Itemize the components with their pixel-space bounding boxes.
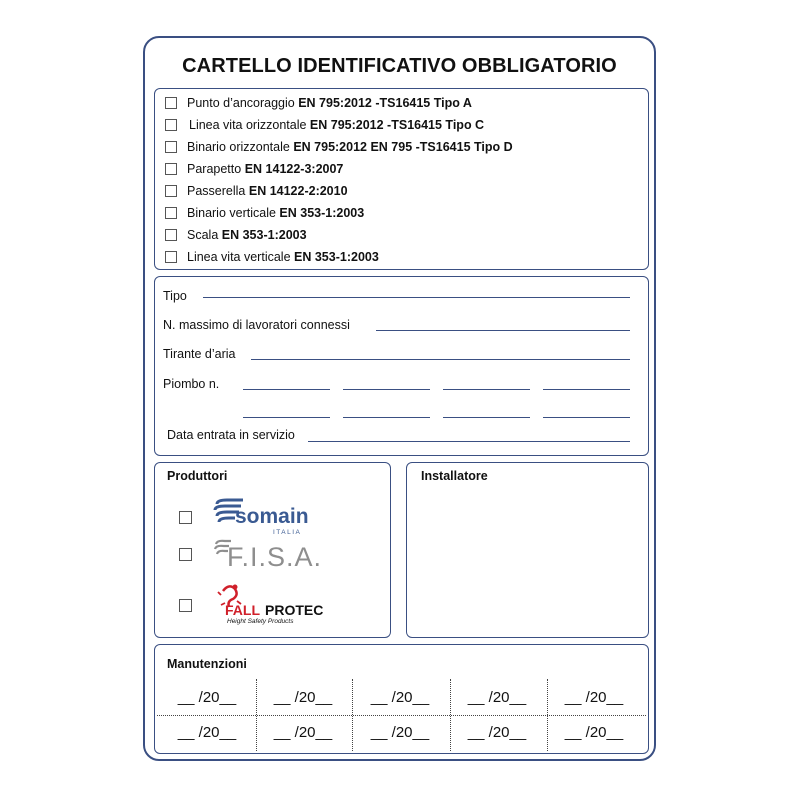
checkbox[interactable]: [165, 207, 177, 219]
maintenance-date-cell[interactable]: __ /20__: [177, 724, 237, 741]
piombo-line-3[interactable]: [443, 389, 530, 390]
maintenance-date-cell[interactable]: __ /20__: [177, 689, 237, 706]
device-row-anchor-point[interactable]: [165, 93, 472, 113]
somain-logo: [213, 496, 339, 538]
piombo-line-7[interactable]: [443, 417, 530, 418]
device-row-vertical-rail[interactable]: [165, 203, 364, 223]
device-row-horizontal-lifeline[interactable]: [165, 115, 484, 135]
maintenance-panel: [154, 644, 649, 754]
maintenance-date-cell[interactable]: __ /20__: [370, 724, 430, 741]
somain-subtitle: ITALIA: [273, 529, 302, 536]
maintenance-date-cell[interactable]: __ /20__: [467, 724, 527, 741]
tirante-line[interactable]: [251, 359, 630, 360]
device-norm: EN 353-1:2003: [221, 228, 307, 242]
device-label: Passerella: [187, 184, 246, 198]
maintenance-date-cell[interactable]: __ /20__: [370, 689, 430, 706]
fallprotec-wordmark-b: PROTEC: [265, 602, 324, 618]
installer-panel[interactable]: [406, 462, 649, 638]
device-label: Linea vita verticale: [187, 250, 291, 264]
device-row-parapet[interactable]: [165, 159, 343, 179]
device-label: Scala: [187, 228, 219, 242]
field-label-lavoratori: N. massimo di lavoratori connessi: [163, 318, 350, 332]
sign-title: CARTELLO IDENTIFICATIVO OBBLIGATORIO: [182, 55, 617, 77]
device-row-horizontal-rail[interactable]: [165, 137, 513, 157]
device-norm: EN 353-1:2003: [294, 250, 379, 264]
device-checklist-panel: [154, 88, 649, 270]
device-norm: EN 353-1:2003: [279, 206, 365, 220]
checkbox[interactable]: [165, 141, 177, 153]
checkbox[interactable]: [165, 119, 177, 131]
device-label: Parapetto: [187, 162, 242, 176]
checkbox[interactable]: [165, 163, 177, 175]
checkbox[interactable]: [165, 97, 177, 109]
device-row-walkway[interactable]: [165, 181, 348, 201]
producers-panel: [154, 462, 391, 638]
data-line[interactable]: [308, 441, 630, 442]
fallprotec-subtitle: Height Safety Products: [227, 618, 294, 625]
piombo-line-1[interactable]: [243, 389, 330, 390]
device-row-vertical-lifeline[interactable]: [165, 247, 379, 267]
device-label: Linea vita orizzontale: [189, 118, 307, 132]
device-label: Binario verticale: [187, 206, 276, 220]
piombo-line-4[interactable]: [543, 389, 630, 390]
device-norm: EN 795:2012 -TS16415 Tipo C: [309, 118, 485, 132]
fallprotec-logo: [215, 581, 339, 625]
field-label-piombo: Piombo n.: [163, 377, 220, 391]
piombo-line-6[interactable]: [343, 417, 430, 418]
maintenance-date-cell[interactable]: __ /20__: [564, 689, 624, 706]
details-panel: [154, 276, 649, 456]
somain-checkbox[interactable]: [179, 511, 192, 524]
maintenance-date-cell[interactable]: __ /20__: [273, 724, 333, 741]
fisa-checkbox[interactable]: [179, 548, 192, 561]
maintenance-date-cell[interactable]: __ /20__: [467, 689, 527, 706]
maintenance-date-cell[interactable]: __ /20__: [564, 724, 624, 741]
fallprotec-checkbox[interactable]: [179, 599, 192, 612]
device-norm: EN 14122-2:2010: [248, 184, 348, 198]
fallprotec-wordmark-a: FALL: [225, 602, 260, 618]
lavoratori-line[interactable]: [376, 330, 630, 331]
divider: [157, 715, 646, 716]
checkbox[interactable]: [165, 185, 177, 197]
piombo-line-8[interactable]: [543, 417, 630, 418]
piombo-line-2[interactable]: [343, 389, 430, 390]
device-norm: EN 14122-3:2007: [244, 162, 344, 176]
field-label-data: Data entrata in servizio: [167, 428, 295, 442]
maintenance-date-cell[interactable]: __ /20__: [273, 689, 333, 706]
somain-wordmark: somain: [235, 505, 309, 528]
device-label: Binario orizzontale: [187, 140, 290, 154]
checkbox[interactable]: [165, 229, 177, 241]
producers-label: Produttori: [167, 469, 228, 483]
maintenance-label: Manutenzioni: [167, 657, 247, 671]
field-label-tipo: Tipo: [163, 289, 187, 303]
device-norm: EN 795:2012 -TS16415 Tipo A: [298, 96, 472, 110]
fisa-logo: [213, 538, 343, 570]
checkbox[interactable]: [165, 251, 177, 263]
sign-card: [143, 36, 656, 761]
device-label: Punto d’ancoraggio: [187, 96, 295, 110]
device-row-ladder[interactable]: [165, 225, 307, 245]
piombo-line-5[interactable]: [243, 417, 330, 418]
fisa-wordmark: F.I.S.A.: [227, 542, 323, 570]
installer-label: Installatore: [421, 469, 488, 483]
tipo-line[interactable]: [203, 297, 630, 298]
device-norm: EN 795:2012 EN 795 -TS16415 Tipo D: [293, 140, 513, 154]
field-label-tirante: Tirante d’aria: [163, 347, 236, 361]
